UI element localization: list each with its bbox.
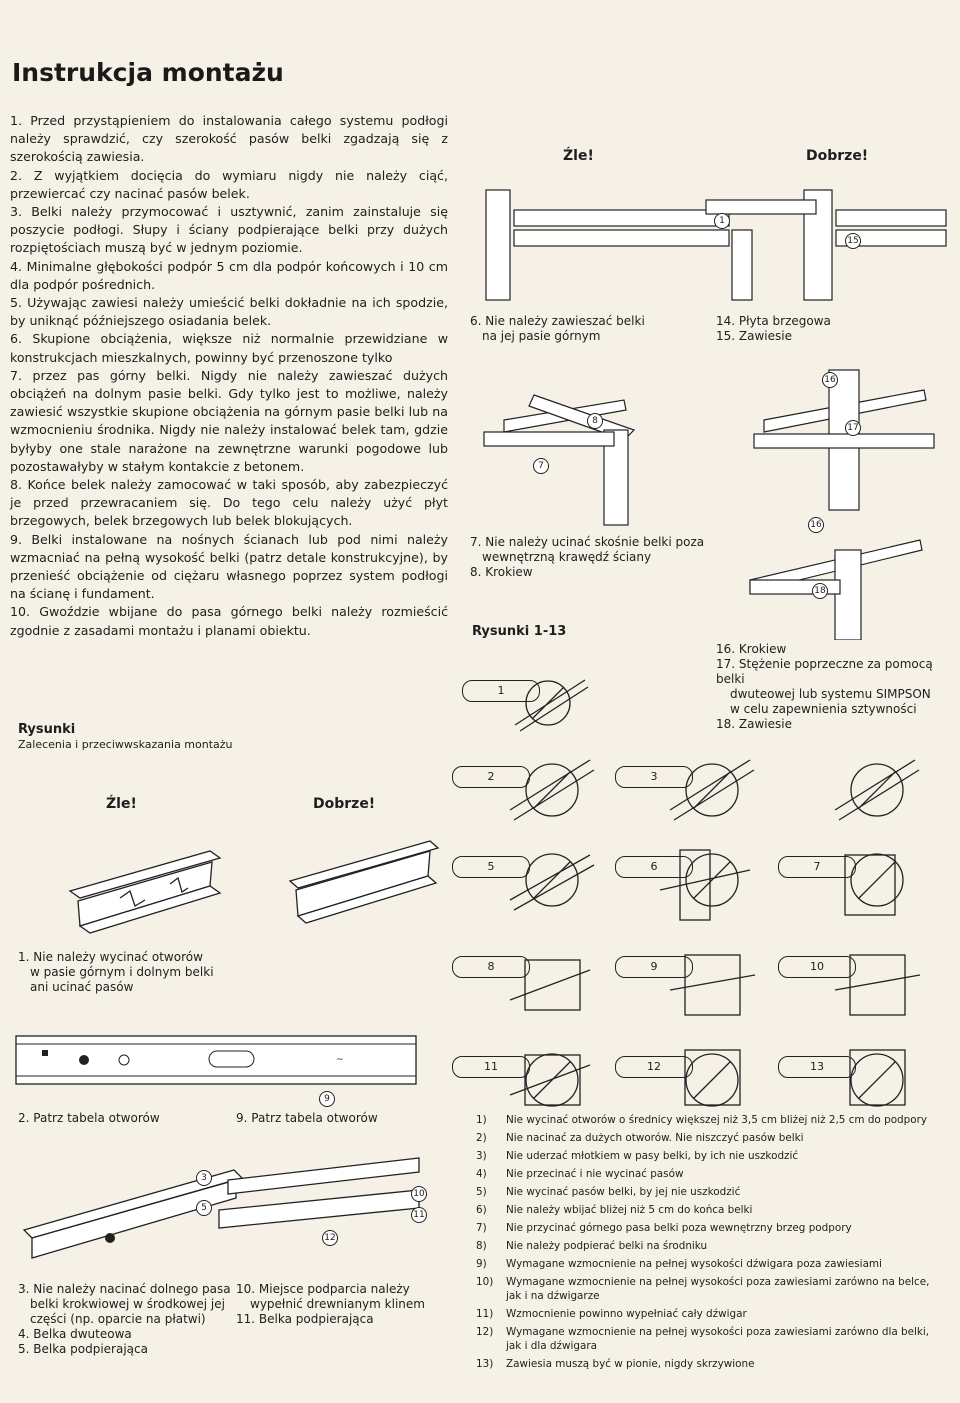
caption-9: 9. Patrz tabela otworów — [236, 1111, 378, 1125]
legend-item: 1) Nie wycinać otworów o średnicy większej niż 3,5 cm bliżej niż 2,5 cm do podpory — [476, 1114, 928, 1126]
figure-badge-2: 2 — [452, 766, 530, 788]
caption-6: 6. Nie należy zawieszać belki na jej pasie górnym — [470, 314, 645, 343]
figure-badge-9: 9 — [615, 956, 693, 978]
legend-item: 11) Wzmocnienie powinno wypełniać cały dźwigar — [476, 1308, 747, 1320]
legend-item: 3) Nie uderzać młotkiem w pasy belki, by ich nie uszkodzić — [476, 1150, 799, 1162]
label-bad-right: Źle! — [563, 148, 594, 164]
marker-11: 11 — [411, 1207, 427, 1223]
marker-1: 1 — [714, 213, 730, 229]
instruction-9: 9. Belki instalowane na nośnych ścianach lub pod nimi należy wzmacniać na pełną wysokość belki (patrz detale konstrukcyjne), by przenieść obciążenie od ciężaru własnego poprzez system podłogi na ścianę i fundament. — [10, 531, 448, 602]
figure-badge-7: 7 — [778, 856, 856, 878]
marker-10: 10 — [411, 1186, 427, 1202]
rafter-illustration — [14, 1150, 434, 1280]
figure-badge-8: 8 — [452, 956, 530, 978]
figure-badge-11: 11 — [452, 1056, 530, 1078]
svg-text:~: ~ — [336, 1055, 344, 1065]
marker-16-bottom: 16 — [808, 517, 824, 533]
label-good-left: Dobrze! — [313, 796, 376, 812]
legend-item: 7) Nie przycinać górnego pasa belki poza wewnętrzny brzeg podpory — [476, 1222, 852, 1234]
instruction-7: 7. przez pas górny belki. Nigdy nie należy zawieszać dużych obciążeń na dolnym pasie belki. Gdy tylko jest to możliwe, należy zawiesić wszystkie skupione obciążenia na górnym pasie belki lub na wzmocnieniu środnika. Nigdy nie należy instalować belek tam, gdzie byłyby one stale narażone na zewnętrzne warunki pogodowe lub pozostawałyby w stałym kontakcie z betonem. — [10, 367, 448, 474]
rafter-support-illustration — [474, 350, 954, 530]
figures-series-label: Rysunki 1-13 — [472, 624, 567, 639]
figure-badge-10: 10 — [778, 956, 856, 978]
caption-2: 2. Patrz tabela otworów — [18, 1111, 160, 1125]
figure-badge-1: 1 — [462, 680, 540, 702]
caption-1: 1. Nie należy wycinać otworów w pasie górnym i dolnym belki ani ucinać pasów — [18, 950, 214, 994]
figure-badge-12: 12 — [615, 1056, 693, 1078]
rysunki-title: Rysunki — [18, 722, 76, 737]
legend-item: 8) Nie należy podpierać belki na środniku — [476, 1240, 708, 1252]
marker-12: 12 — [322, 1230, 338, 1246]
caption-7: 7. Nie należy ucinać skośnie belki poza wewnętrzną krawędź ściany 8. Krokiew — [470, 535, 705, 579]
page-title: Instrukcja montażu — [12, 58, 284, 87]
marker-18: 18 — [812, 583, 828, 599]
instruction-3: 3. Belki należy przymocować i usztywnić, zanim zainstaluje się poszycie podłogi. Słupy i ściany podpierające belki przy dużych rozpiętościach muszą być w jednym poziomie. — [10, 204, 448, 256]
legend-item: 4) Nie przecinać i nie wycinać pasów — [476, 1168, 684, 1180]
caption-14: 14. Płyta brzegowa 15. Zawiesie — [716, 314, 831, 343]
label-bad-left: Źle! — [106, 796, 137, 812]
instruction-2: 2. Z wyjątkiem docięcia do wymiaru nigdy nie należy ciąć, przewiercać czy nacinać pasów belek. — [10, 167, 448, 201]
instruction-1: 1. Przed przystąpieniem do instalowania całego systemu podłogi należy sprawdzić, czy szerokość pasów belki zgadzają się z szerokością zawiesia. — [10, 113, 448, 165]
beam-with-holes-illustration — [14, 1024, 419, 1104]
legend-item: 6) Nie należy wbijać bliżej niż 5 cm do końca belki — [476, 1204, 753, 1216]
caption-3: 3. Nie należy nacinać dolnego pasa belki krokwiowej w środkowej jej części (np. oparcie na płatwi) 4. Belka dwuteowa 5. Belka podpierająca — [18, 1282, 231, 1356]
caption-10: 10. Miejsce podparcia należy wypełnić drewnianym klinem 11. Belka podpierająca — [236, 1282, 425, 1326]
marker-15: 15 — [845, 233, 861, 249]
marker-5: 5 — [196, 1200, 212, 1216]
instructions-list — [10, 112, 448, 640]
caption-16: 16. Krokiew 17. Stężenie poprzeczne za pomocą belki dwuteowej lub systemu SIMPSON w celu zapewnienia sztywności 18. Zawiesie — [716, 642, 933, 731]
marker-16-top: 16 — [822, 372, 838, 388]
instruction-4: 4. Minimalne głębokości podpór 5 cm dla podpór końcowych i 10 cm dla podpór pośrednich. — [10, 258, 448, 292]
instruction-10: 10. Gwoździe wbijane do pasa górnego belki należy rozmieścić zgodnie z zasadami montażu i planami obiektu. — [10, 604, 448, 638]
instruction-8: 8. Końce belek należy zamocować w taki sposób, aby zabezpieczyć je przed przewracaniem się. Do tego celu należy użyć płyt brzegowych, belek brzegowych lub belek blokujących. — [10, 477, 448, 529]
legend-item: 5) Nie wycinać pasów belki, by jej nie uszkodzić — [476, 1186, 741, 1198]
figure-badge-6: 6 — [615, 856, 693, 878]
marker-17: 17 — [845, 420, 861, 436]
beam-comparison-illustration — [60, 826, 440, 946]
legend-item: 12) Wymagane wzmocnienie na pełnej wysokości poza zawiesiami zarówno dla belki, jak i dla dźwigara — [476, 1326, 930, 1352]
legend-item: 13) Zawiesia muszą być w pionie, nigdy skrzywione — [476, 1358, 755, 1370]
label-good-right: Dobrze! — [806, 148, 869, 164]
legend-list — [476, 1113, 946, 1375]
figure-badge-13: 13 — [778, 1056, 856, 1078]
rysunki-subtitle: Zalecenia i przeciwwskazania montażu — [18, 738, 233, 751]
marker-7: 7 — [533, 458, 549, 474]
instruction-6: 6. Skupione obciążenia, większe niż normalnie przewidziane w konstrukcjach mieszkalnych, powinny być przenoszone tylko — [10, 331, 448, 365]
figure-badge-5: 5 — [452, 856, 530, 878]
legend-item: 10) Wymagane wzmocnienie na pełnej wysokości poza zawiesiami zarówno na belce, jak i na dźwigarze — [476, 1276, 930, 1302]
figure-badge-3: 3 — [615, 766, 693, 788]
hanger-detail-illustration — [474, 170, 954, 310]
legend-item: 2) Nie nacinać za dużych otworów. Nie niszczyć pasów belki — [476, 1132, 804, 1144]
rafter-hanger-illustration — [740, 520, 955, 640]
figures-grid-illustration — [500, 750, 955, 1110]
marker-3: 3 — [196, 1170, 212, 1186]
instruction-5: 5. Używając zawiesi należy umieścić belki dokładnie na ich spodzie, by uniknąć późniejszego osiadania belek. — [10, 295, 448, 329]
legend-item: 9) Wymagane wzmocnienie na pełnej wysokości dźwigara poza zawiesiami — [476, 1258, 882, 1270]
marker-9: 9 — [319, 1091, 335, 1107]
figure-1-illustration — [510, 665, 590, 735]
marker-8: 8 — [587, 413, 603, 429]
